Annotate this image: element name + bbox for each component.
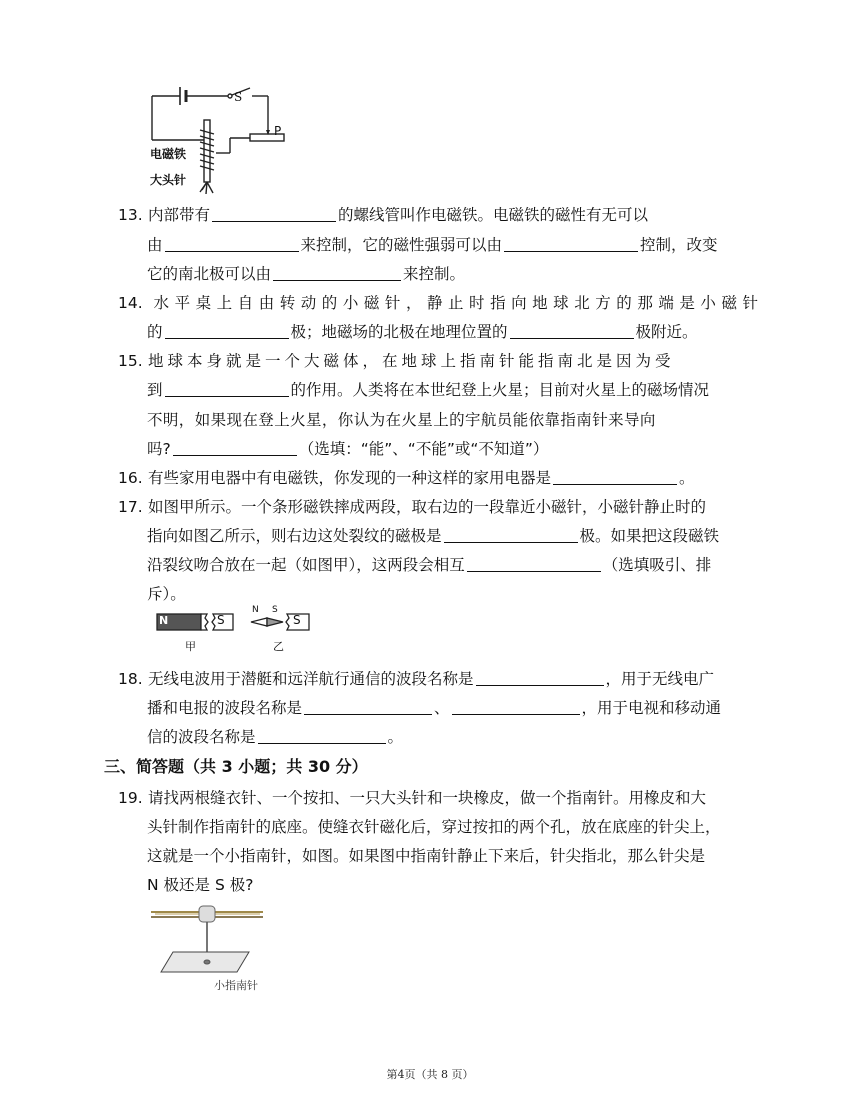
- q17-line-3: [147, 554, 711, 576]
- q13-text: 来控制。: [403, 265, 466, 283]
- q18-line-2: [147, 697, 721, 719]
- slider-label: P: [274, 124, 282, 138]
- q16-text: 。: [679, 469, 695, 487]
- q14-text: 的: [147, 323, 163, 341]
- q15-text: 吗?: [147, 440, 171, 458]
- question-number: 15.: [118, 352, 143, 370]
- answer-blank[interactable]: [467, 555, 601, 572]
- q19-text: 头针制作指南针的底座。使缝衣针磁化后，穿过按扣的两个孔，放在底座的针尖上，: [147, 818, 721, 836]
- answer-blank[interactable]: [212, 205, 336, 222]
- q15-text: （选填：“能”、“不能”或“不知道”）: [298, 440, 549, 458]
- answer-blank[interactable]: [165, 235, 299, 252]
- q13-line-2: [147, 234, 718, 256]
- question-number: 19.: [118, 789, 143, 807]
- answer-blank[interactable]: [504, 235, 638, 252]
- question-number: 18.: [118, 670, 143, 688]
- q13-text: 的螺线管叫作电磁铁。电磁铁的磁性有无可以: [338, 206, 649, 224]
- q17-text: 如图甲所示。一个条形磁铁摔成两段，取右边的一段靠近小磁针，小磁针静止时的: [148, 498, 707, 516]
- caption-yi: 乙: [273, 640, 284, 653]
- q14-line-2: [147, 321, 698, 343]
- q15-line-4: [147, 438, 548, 460]
- q17-text: 沿裂纹吻合放在一起（如图甲），这两段会相互: [147, 556, 465, 574]
- answer-blank[interactable]: [553, 468, 677, 485]
- q16-line-1: [118, 467, 695, 489]
- q15-line-1: [118, 350, 675, 372]
- answer-blank[interactable]: [165, 380, 289, 397]
- q15-line-2: [147, 379, 709, 401]
- q13-text: 由: [147, 236, 163, 254]
- q13-text: 来控制，它的磁性强弱可以由: [300, 236, 503, 254]
- question-number: 13.: [118, 206, 143, 224]
- q14-text: 极；地磁场的北极在地理位置的: [290, 323, 508, 341]
- q15-text: 的作用。人类将在本世纪登上火星；目前对火星上的磁场情况: [290, 381, 710, 399]
- q19-line-4: [147, 874, 253, 896]
- q15-line-3: [147, 409, 656, 431]
- q13-text: 它的南北极可以由: [147, 265, 272, 283]
- needle-s-label: S: [272, 605, 278, 615]
- q13-line-1: [118, 204, 648, 226]
- q18-text: 无线电波用于潜艇和远洋航行通信的波段名称是: [148, 670, 474, 688]
- q17-text: （选填吸引、排: [602, 556, 712, 574]
- q18-text: 播和电报的波段名称是: [147, 699, 303, 717]
- needle-n-label: N: [252, 605, 259, 615]
- q19-line-2: [147, 816, 721, 838]
- switch-label: S: [234, 90, 243, 104]
- answer-blank[interactable]: [258, 727, 386, 744]
- answer-blank[interactable]: [165, 322, 289, 339]
- q15-text: 不明，如果现在登上火星，你认为在火星上的宇航员能依靠指南针来导向: [147, 411, 656, 429]
- answer-blank[interactable]: [452, 698, 580, 715]
- q14-text: 极附近。: [635, 323, 698, 341]
- q17-line-1: [118, 496, 706, 518]
- q19-line-3: [147, 845, 705, 867]
- q13-line-3: [147, 263, 465, 285]
- q18-text: 、: [434, 699, 450, 717]
- q18-line-3: [147, 726, 403, 748]
- question-number: 14.: [118, 294, 143, 312]
- electromagnet-label: 电磁铁: [150, 147, 187, 161]
- broken-magnet-figure: [155, 608, 315, 652]
- q14-text: 水平桌上自由转动的小磁针，静止时指向地球北方的那端是小磁针: [148, 294, 758, 312]
- right-piece-s-label: S: [293, 613, 301, 627]
- q17-line-4: [147, 583, 186, 605]
- q19-text: N 极还是 S 极?: [147, 876, 254, 894]
- answer-blank[interactable]: [304, 698, 432, 715]
- page-footer: 第4页（共 8 页）: [386, 1068, 474, 1081]
- compass-caption: 小指南针: [214, 979, 258, 992]
- q19-line-1: [118, 787, 706, 809]
- answer-blank[interactable]: [173, 439, 297, 456]
- magnet-s-label: S: [217, 613, 225, 627]
- q16-text: 有些家用电器中有电磁铁，你发现的一种这样的家用电器是: [148, 469, 552, 487]
- pins-label: 大头针: [150, 173, 187, 187]
- q19-text: 这就是一个小指南针，如图。如果图中指南针静止下来后，针尖指北，那么针尖是: [147, 847, 706, 865]
- answer-blank[interactable]: [444, 526, 578, 543]
- answer-blank[interactable]: [476, 669, 604, 686]
- q13-text: 内部带有: [148, 206, 211, 224]
- q17-text: 斥）。: [147, 585, 186, 603]
- q18-text: ，用于无线电广: [605, 670, 715, 688]
- caption-jia: 甲: [185, 640, 196, 653]
- q15-text: 地球本身就是一个大磁体，在地球上指南针能指南北是因为受: [148, 352, 675, 370]
- answer-blank[interactable]: [510, 322, 634, 339]
- q18-text: ，用于电视和移动通: [581, 699, 722, 717]
- q17-text: 极。如果把这段磁铁: [579, 527, 720, 545]
- q13-text: 控制，改变: [640, 236, 718, 254]
- q18-line-1: [118, 668, 714, 690]
- question-number: 17.: [118, 498, 143, 516]
- magnet-n-label: N: [159, 614, 169, 627]
- q18-text: 。: [387, 728, 404, 746]
- section-title: 三、简答题（共 3 小题；共 30 分）: [104, 757, 368, 776]
- q18-text: 信的波段名称是: [147, 728, 256, 746]
- q19-text: 请找两根缝衣针、一个按扣、一只大头针和一块橡皮，做一个指南针。用橡皮和大: [148, 789, 707, 807]
- q14-line-1: [118, 292, 758, 314]
- question-number: 16.: [118, 469, 143, 487]
- answer-blank[interactable]: [273, 264, 401, 281]
- q17-line-2: [147, 525, 719, 547]
- q15-text: 到: [147, 381, 163, 399]
- q17-text: 指向如图乙所示，则右边这处裂纹的磁极是: [147, 527, 442, 545]
